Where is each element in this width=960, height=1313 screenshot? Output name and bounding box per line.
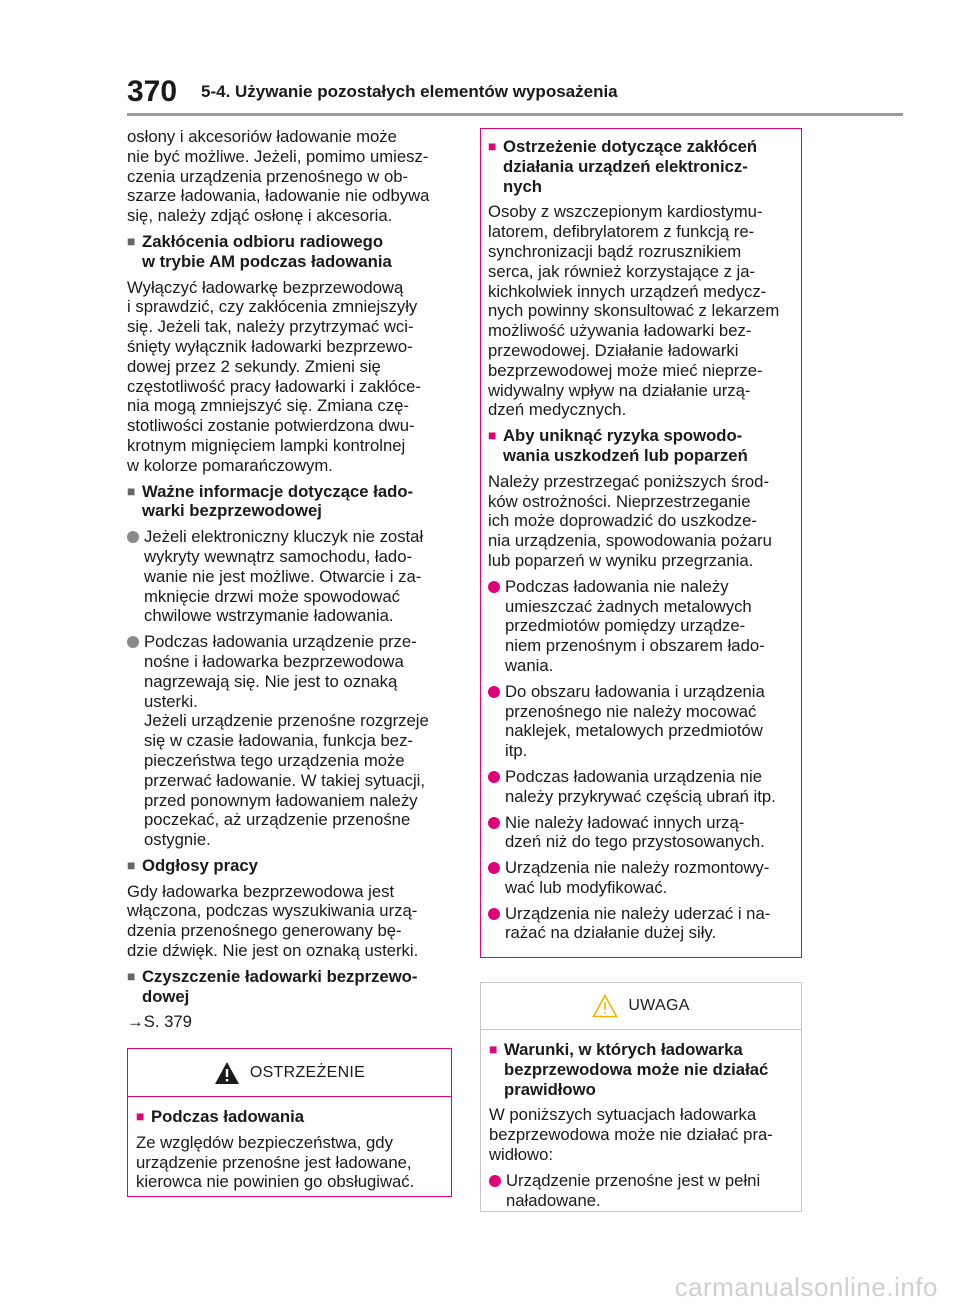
warning-box-body — [128, 1097, 451, 1192]
page-reference: →S. 379 — [127, 1012, 192, 1032]
square-bullet-icon: ■ — [488, 138, 497, 154]
intro-paragraph: osłony i akcesoriów ładowanie może nie być możliwe. Jeżeli, pomimo umiesz- czenia urządzenia przenośnego w ob- szarze ładowania, ładowanie nie odbywa się, należy zdjąć osłonę i akcesoria. — [127, 127, 430, 226]
warning-box-electronic — [480, 128, 802, 958]
warning-box-content — [488, 137, 795, 943]
square-bullet-icon: ■ — [127, 482, 136, 499]
caution-box — [480, 982, 802, 1212]
subheading-avoid-damage — [488, 426, 795, 466]
warning-box-header — [128, 1049, 451, 1097]
caution-box-header — [481, 983, 801, 1030]
circle-bullet-icon — [127, 636, 139, 648]
caution-text: W poniższych sytuacjach ładowarka bezprzewodowa może nie działać pra- widłowo: — [489, 1105, 773, 1164]
operating-noise-paragraph: Gdy ładowarka bezprzewodowa jest włączona, podczas wyszukiwania urzą- dzenia przenośnego generowany bę- dzie dźwięk. Nie jest on oznaką usterki. — [127, 881, 419, 961]
list-item-text: Urządzenie przenośne jest w pełni naładowane. — [506, 1170, 761, 1210]
square-bullet-icon: ■ — [489, 1041, 498, 1057]
left-column — [127, 127, 452, 1038]
square-bullet-icon: ■ — [127, 232, 136, 249]
list-item-text: Urządzenia nie należy uderzać i na- rażać na działanie dużej siły. — [505, 903, 771, 943]
list-item — [488, 904, 795, 944]
circle-bullet-icon — [489, 1175, 501, 1187]
square-bullet-icon: ■ — [127, 856, 136, 873]
square-bullet-icon: ■ — [127, 967, 136, 984]
section-title: 5-4. Używanie pozostałych elementów wyposażenia — [201, 82, 618, 101]
precautions-paragraph: Należy przestrzegać poniższych środ- ków ostrożności. Nieprzestrzeganie ich może doprowadzić do uszkodze- nia urządzenia, spowodowania pożaru lub poparzeń w wyniku przegrzania. — [488, 471, 772, 570]
subheading-operating-noise — [127, 856, 452, 876]
subheading-am-interference — [127, 232, 452, 272]
list-item — [127, 632, 452, 850]
caution-label: UWAGA — [628, 997, 690, 1014]
subheading-text: Ostrzeżenie dotyczące zakłóceń działania urządzeń elektronicz- nych — [503, 137, 758, 196]
subheading-text: Odgłosy pracy — [142, 855, 258, 875]
caution-heading — [489, 1040, 793, 1099]
warning-triangle-icon — [214, 1061, 240, 1085]
caution-triangle-icon — [592, 994, 618, 1018]
header-rule — [127, 113, 903, 116]
list-item — [488, 682, 795, 761]
warning-label: OSTRZEŻENIE — [249, 1063, 366, 1081]
page-number: 370 — [127, 75, 178, 108]
list-item-text: Jeżeli elektroniczny kluczyk nie został wykryty wewnątrz samochodu, łado- wanie nie jest możliwe. Otwarcie i za- mknięcie drzwi może spowodować chwilowe wstrzymanie ładowania. — [144, 527, 424, 626]
circle-bullet-icon — [488, 817, 500, 829]
page-header — [127, 72, 807, 112]
subheading-text: Zakłócenia odbioru radiowego w trybie AM podczas ładowania — [142, 231, 392, 271]
square-bullet-icon: ■ — [136, 1108, 145, 1124]
subheading-text: Podczas ładowania — [151, 1107, 305, 1126]
list-item-text: Podczas ładowania nie należy umieszczać żadnych metalowych przedmiotów pomiędzy urządze- niem przenośnym i obszarem łado- wania. — [505, 576, 765, 675]
am-interference-paragraph: Wyłączyć ładowarkę bezprzewodową i sprawdzić, czy zakłócenia zmniejszyły się. Jeżeli tak, należy przytrzymać wci- śnięty wyłącznik ładowarki bezprzewo- dowej przez 2 sekundy. Zmieni się częstotliwość pracy ładowarki i zakłóce- nia mogą zmniejszyć się. Zmiana czę- stotliwości zostanie potwierdzona dwu- krotnym mignięciem lampki kontrolnej w kolorze pomarańczowym. — [127, 277, 421, 475]
subheading-text: Warunki, w których ładowarka bezprzewodowa może nie działać prawidłowo — [504, 1040, 769, 1099]
warning-box — [127, 1048, 452, 1197]
list-item — [488, 813, 795, 853]
list-item — [488, 577, 795, 676]
circle-bullet-icon — [488, 581, 500, 593]
list-item-text: Podczas ładowania urządzenie prze- nośne i ładowarka bezprzewodowa nagrzewają się. Nie jest to oznaką usterki. Jeżeli urządzenie przenośne rozgrzeje się w czasie ładowania, funkcja bez- pieczeństwa tego urządzenia może przerwać ładowanie. W takiej sytuacji, przed ponownym ładowaniem należy poczekać, aż urządzenie przenośne ostygnie. — [144, 632, 429, 850]
subheading-electronic-interference — [488, 137, 795, 196]
circle-bullet-icon — [488, 862, 500, 874]
circle-bullet-icon — [488, 771, 500, 783]
subheading-text: Ważne informacje dotyczące łado- warki bezprzewodowej — [142, 481, 414, 521]
square-bullet-icon: ■ — [488, 427, 497, 444]
circle-bullet-icon — [127, 531, 139, 543]
warning-heading — [136, 1107, 443, 1127]
subheading-cleaning — [127, 967, 452, 1007]
circle-bullet-icon — [488, 686, 500, 698]
footer-watermark: carmanualsonline.info — [674, 1272, 938, 1302]
list-item-text: Nie należy ładować innych urzą- dzeń niż do tego przystosowanych. — [505, 812, 765, 852]
circle-bullet-icon — [488, 908, 500, 920]
precautions-list — [488, 577, 795, 944]
list-item — [489, 1171, 793, 1211]
subheading-text: Czyszczenie ładowarki bezprzewo- dowej — [142, 966, 418, 1006]
caution-box-body — [481, 1030, 801, 1210]
list-item-text: Urządzenia nie należy rozmontowy- wać lub modyfikować. — [505, 858, 770, 897]
list-item — [488, 767, 795, 807]
subheading-important-info — [127, 482, 452, 522]
list-item-text: Do obszaru ładowania i urządzenia przenośnego nie należy mocować naklejek, metalowych przedmiotów itp. — [505, 681, 765, 761]
warning-text: Ze względów bezpieczeństwa, gdy urządzenie przenośne jest ładowane, kierowca nie powinien go obsługiwać. — [136, 1132, 415, 1192]
list-item — [127, 527, 452, 626]
medical-devices-paragraph: Osoby z wszczepionym kardiostymu- latorem, defibrylatorem z funkcją re- synchronizacji bądź rozrusznikiem serca, jak również korzystające z ja- kichkolwiek innych urządzeń medycz- nych powinny skonsultować z lekarzem możliwość używania ładowarki bez- przewodowej. Działanie ładowarki bezprzewodowej może mieć nieprze- widywalny wpływ na działanie urzą- dzeń medycznych. — [488, 202, 780, 420]
list-item — [488, 858, 795, 898]
list-item-text: Podczas ładowania urządzenia nie należy przykrywać częścią ubrań itp. — [505, 766, 776, 806]
subheading-text: Aby uniknąć ryzyka spowodo- wania uszkodzeń lub poparzeń — [503, 426, 748, 465]
